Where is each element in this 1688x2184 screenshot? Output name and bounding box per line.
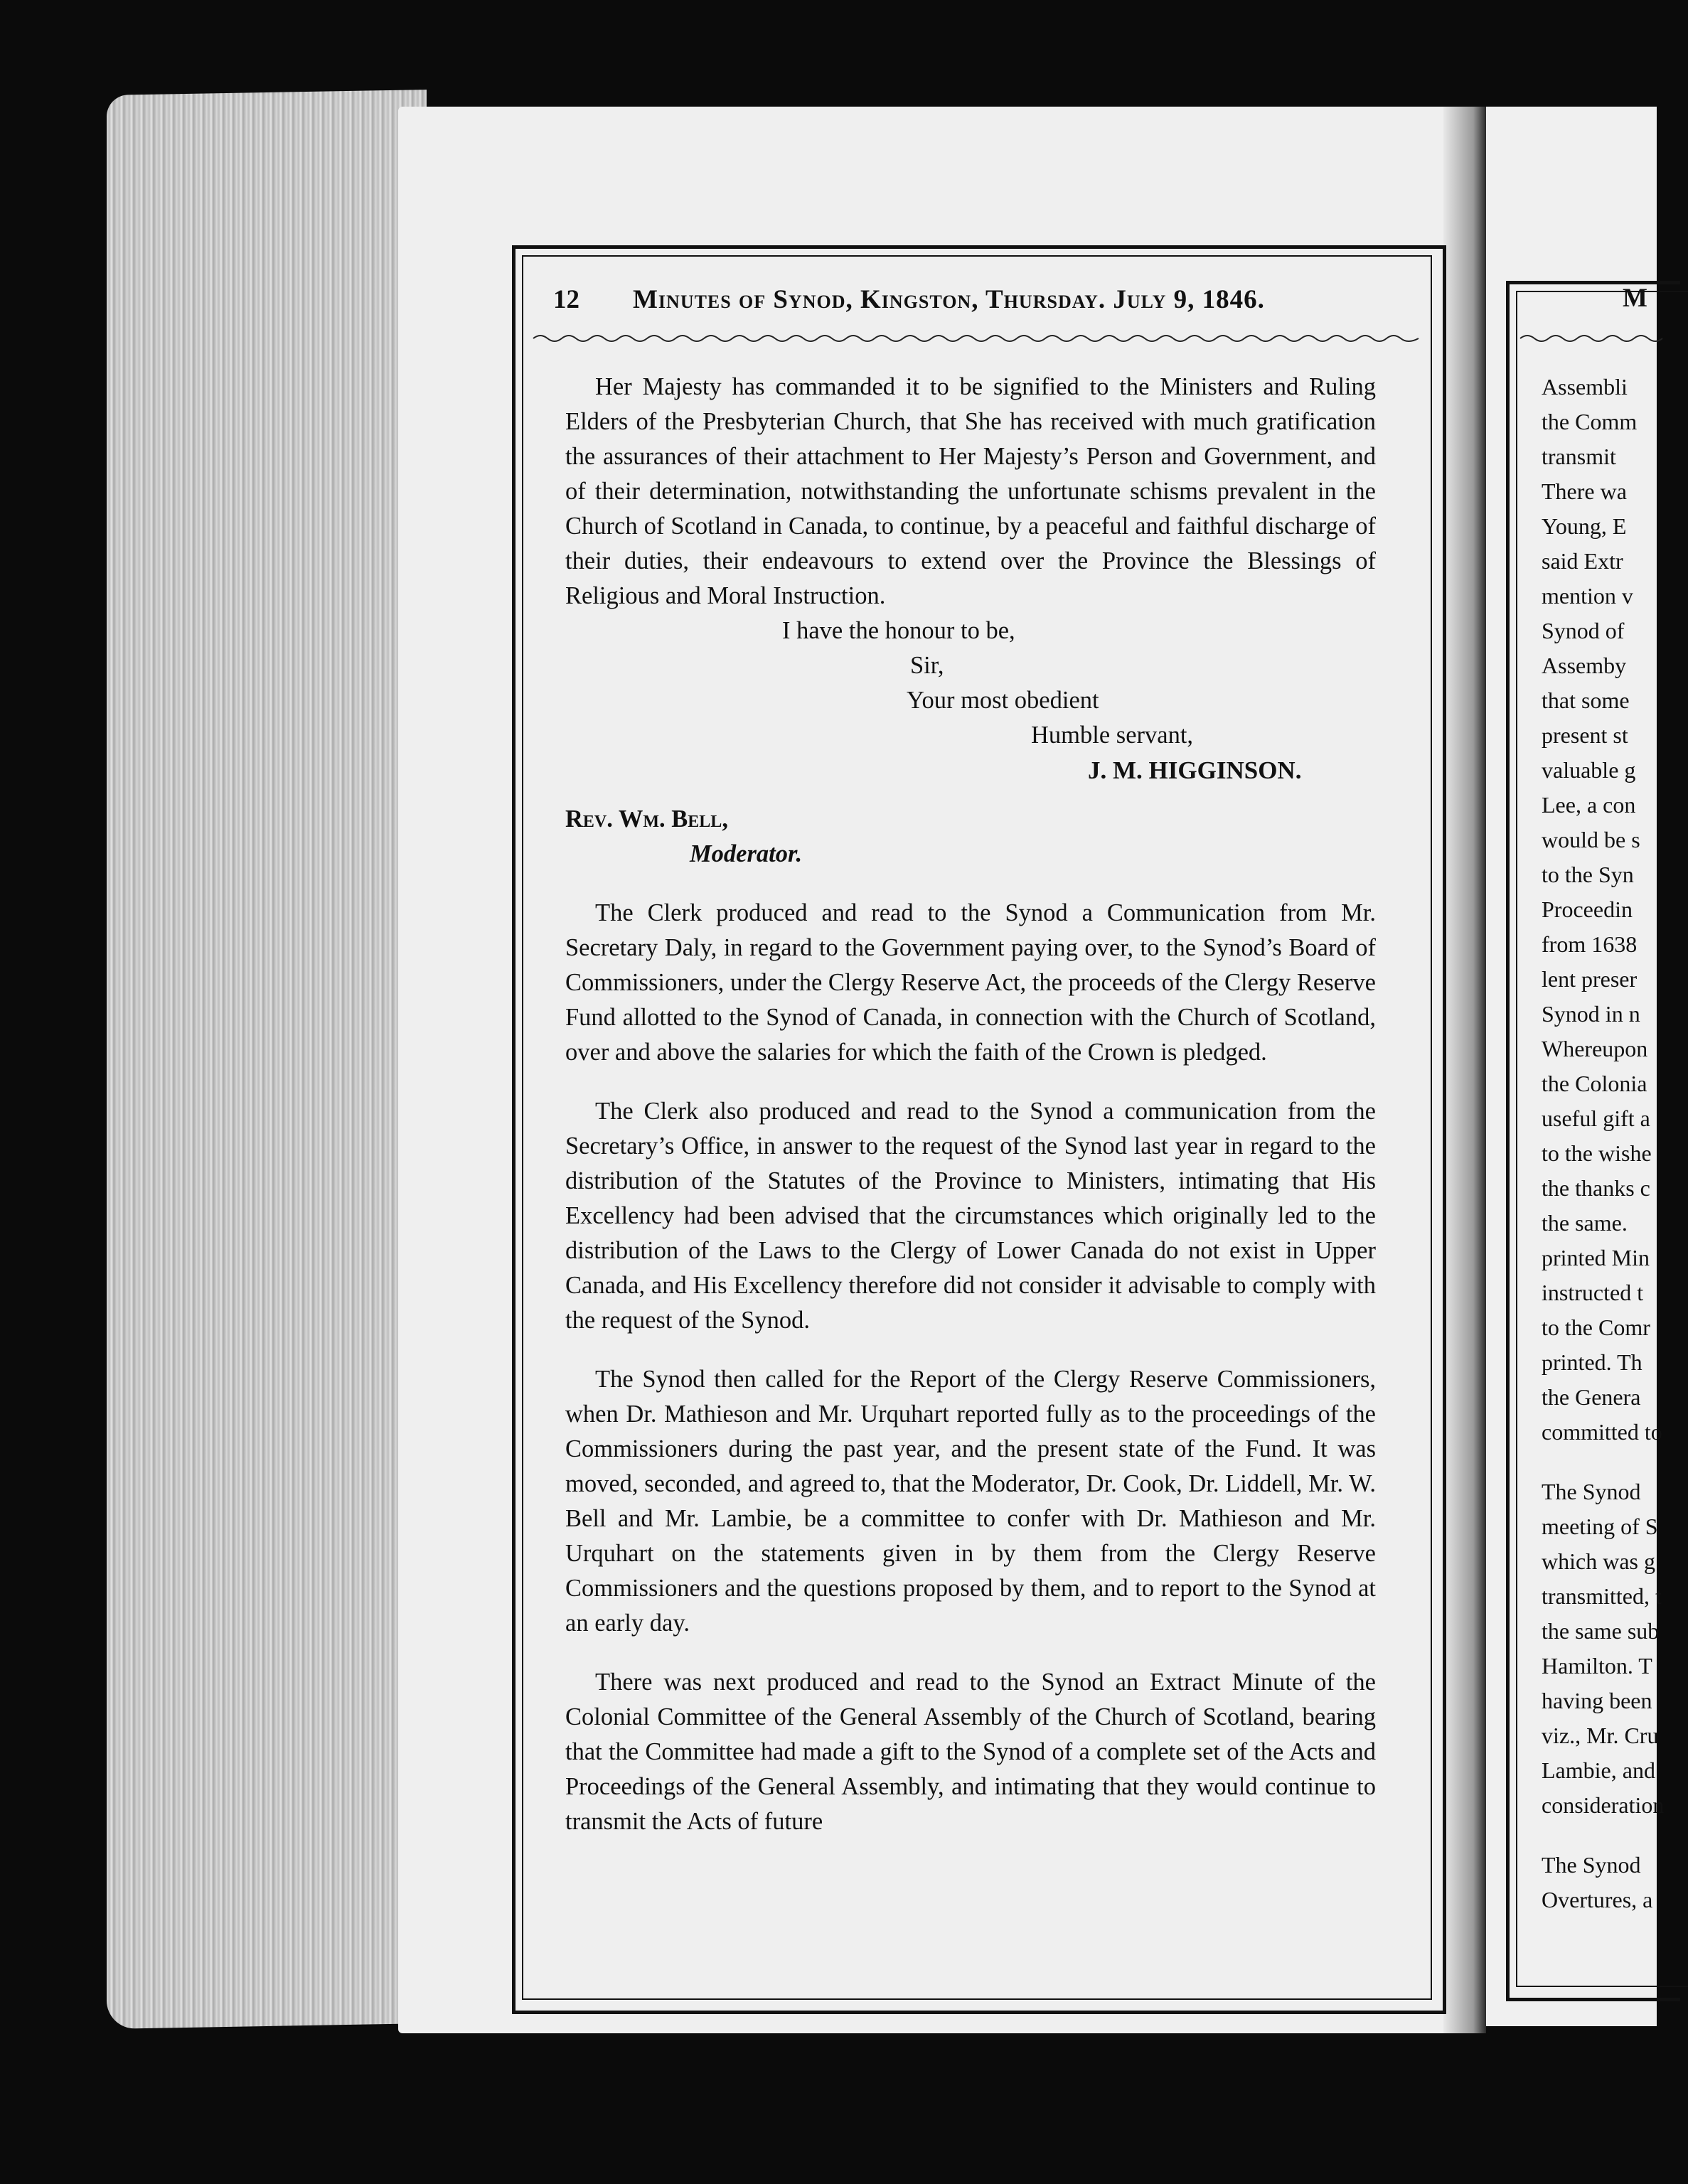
right-page-line: Young, E — [1542, 513, 1627, 539]
letter-closing-obedient: Your most obedient — [907, 687, 1099, 714]
right-page-line: to the Syn — [1542, 862, 1634, 887]
right-page-line: Hamilton. T — [1542, 1653, 1652, 1679]
right-page-line: Assembli — [1542, 374, 1628, 400]
right-page-line: committed to — [1542, 1419, 1662, 1445]
book-page-edges — [107, 90, 427, 2029]
right-page-line: lent preser — [1542, 966, 1638, 992]
right-page-line: Synod of — [1542, 618, 1625, 643]
letter-paragraph: Her Majesty has commanded it to be signified to the Ministers and Ruling Elders of the Presbyterian Church, that She has received with much gratification the assurances of their attachment to Her Majesty’s Person and Government, and of their determination, notwithstanding the unfortunate schisms prevalent in the Church of Scotland in Canada, to continue, by a peaceful and faithful discharge of their duties, their endeavours to extend over the Province the Blessings of Religious and Moral Instruction. — [565, 373, 1376, 609]
right-page-line: There wa — [1542, 478, 1627, 504]
right-page-line: said Extr — [1542, 548, 1623, 574]
letter-addressee — [565, 802, 1376, 872]
right-page-line — [1542, 1823, 1650, 1848]
right-page-line: The Synod — [1542, 1852, 1641, 1878]
right-page-line: Whereupon — [1542, 1036, 1648, 1061]
right-page-text — [1542, 370, 1665, 1917]
right-page-line: the same. — [1542, 1210, 1628, 1236]
right-page-line: the Colonia — [1542, 1071, 1647, 1096]
right-page-line: the Genera — [1542, 1384, 1641, 1410]
right-page-line: viz., Mr. Cru — [1542, 1723, 1659, 1748]
right-page-line: that some — [1542, 687, 1630, 713]
right-page-line: meeting of S — [1542, 1514, 1658, 1539]
right-page-line: mention v — [1542, 583, 1633, 609]
wavy-rule — [533, 333, 1419, 344]
right-page-line: instructed t — [1542, 1280, 1644, 1305]
right-page-line: Assemby — [1542, 653, 1627, 678]
page-header — [547, 283, 1422, 326]
right-page-line: Lee, a con — [1542, 792, 1636, 818]
right-page-line: consideration — [1542, 1792, 1665, 1818]
right-page-line: the same sub — [1542, 1618, 1660, 1644]
right-page-line: useful gift a — [1542, 1106, 1650, 1131]
addressee-title: Moderator. — [690, 840, 803, 867]
right-page-line: the thanks c — [1542, 1175, 1650, 1201]
right-page-line: would be s — [1542, 827, 1640, 852]
right-page-line: which was g — [1542, 1548, 1655, 1574]
right-page-line: to the wishe — [1542, 1140, 1652, 1166]
right-page-line: to the Comr — [1542, 1315, 1650, 1340]
right-page-line: present st — [1542, 722, 1628, 748]
right-page-line: printed. Th — [1542, 1349, 1642, 1375]
right-page-line: Lambie, and — [1542, 1757, 1655, 1783]
right-page-line: The Synod — [1542, 1479, 1641, 1504]
page-number: 12 — [553, 285, 579, 314]
right-page-line: the Comm — [1542, 409, 1638, 434]
paragraph-extract-minute: There was next produced and read to the Synod an Extract Minute of the Colonial Committee of the General Assembly of the Church of Scotland, bearing that the Committee had made a gift to the Synod of a complete set of the Acts and Proceedings of the General Assembly, and intimating that they would continue to transmit the Acts of future — [565, 1669, 1376, 1835]
addressee-name: Rev. Wm. Bell, — [565, 805, 728, 833]
running-head: Minutes of Synod, Kingston, Thursday. July 9, 1846. — [633, 285, 1265, 314]
right-page-line: transmitted, t — [1542, 1583, 1662, 1609]
right-page-line: Overtures, a — [1542, 1887, 1653, 1912]
letter-closing-sir: Sir, — [910, 652, 944, 679]
right-page-wavy-rule — [1520, 333, 1662, 344]
right-page-line: Proceedin — [1542, 896, 1633, 922]
right-page-line: Synod in n — [1542, 1001, 1640, 1027]
page-body — [565, 370, 1376, 1839]
paragraph-commissioners-report: The Synod then called for the Report of the Clergy Reserve Commissioners, when Dr. Mathieson and Mr. Urquhart reported fully as to the proceedings of the Commissioners during the past year, and the present state of the Fund. It was moved, seconded, and agreed to, that the Moderator, Dr. Cook, Dr. Liddell, Mr. W. Bell and Mr. Lambie, be a committee to confer with Dr. Mathieson and Mr. Urquhart on the statements given in by them from the Clergy Reserve Commissioners and the questions proposed by them, and to report to the Synod at an early day. — [565, 1366, 1376, 1637]
letter-closing-servant: Humble servant, — [1031, 722, 1194, 749]
right-page-line: valuable g — [1542, 757, 1636, 783]
paragraph-clergy-reserve-communication: The Clerk produced and read to the Synod a Communication from Mr. Secretary Daly, in regard to the Government paying over, to the Synod’s Board of Commissioners, under the Clergy Reserve Act, the proceeds of the Clergy Reserve Fund allotted to the Synod of Canada, in connection with the Church of Scotland, over and above the salaries for which the faith of the Crown is pledged. — [565, 899, 1376, 1066]
letter-signature: J. M. HIGGINSON. — [1088, 756, 1302, 784]
right-page-line — [1542, 1450, 1650, 1474]
right-page-header-fragment: M — [1623, 284, 1647, 313]
right-page-line: from 1638 — [1542, 931, 1638, 957]
paragraph-statutes-communication: The Clerk also produced and read to the Synod a communication from the Secretary’s Office, in answer to the request of the Synod last year in regard to the distribution of the Statutes of the Province to Ministers, intimating that His Excellency had been advised that the circumstances which originally led to the distribution of the Laws to the Clergy of Lower Canada do not exist in Upper Canada, and His Excellency therefore did not consider it advisable to comply with the request of the Synod. — [565, 1098, 1376, 1334]
right-page-line: having been — [1542, 1688, 1652, 1713]
right-page-line: printed Min — [1542, 1245, 1650, 1270]
letter-closing-honour: I have the honour to be, — [782, 617, 1015, 644]
right-page-line: transmit — [1542, 444, 1616, 469]
page-gutter — [1443, 107, 1486, 2033]
